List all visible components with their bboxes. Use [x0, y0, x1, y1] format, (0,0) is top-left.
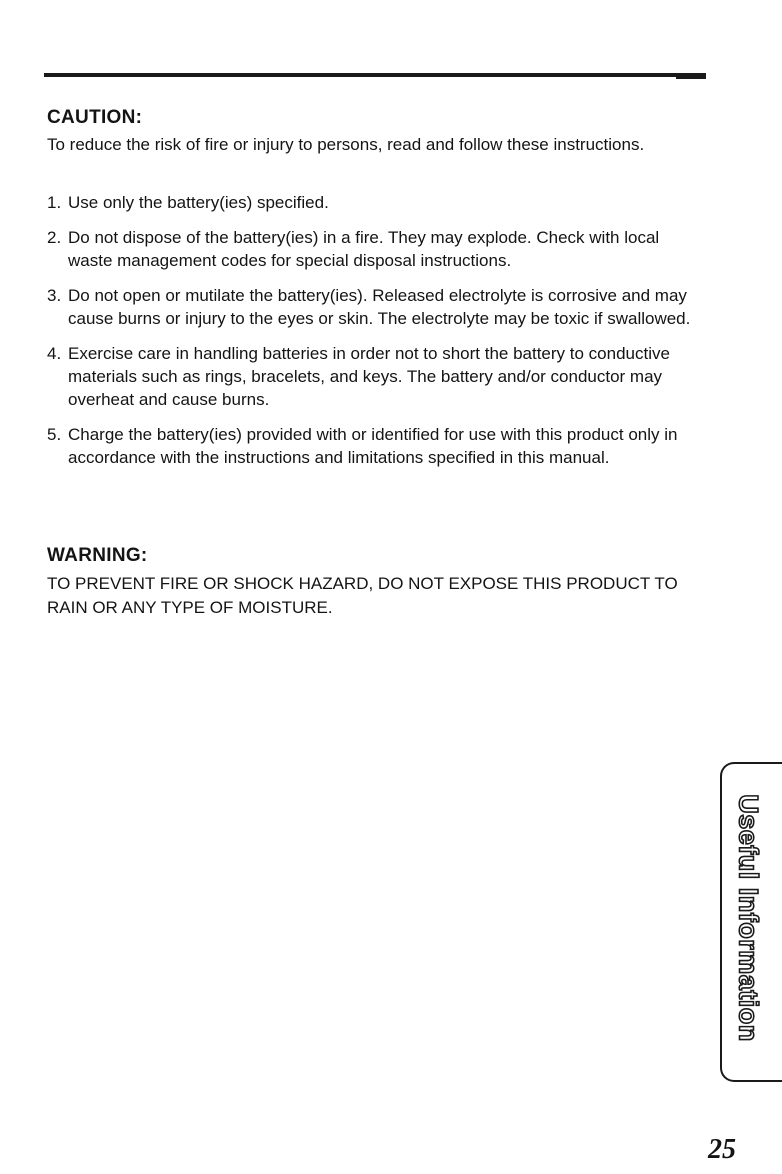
list-item — [47, 342, 697, 411]
list-item-number: 1. — [47, 193, 62, 212]
list-item-number: 2. — [47, 228, 62, 247]
page-number: 25 — [708, 1134, 736, 1165]
list-item — [47, 423, 697, 469]
list-item-text: Do not open or mutilate the battery(ies). Released electrolyte is corrosive and may cause burns or injury to the eyes or skin. The electrolyte may be toxic if swallowed. — [68, 286, 691, 328]
caution-heading: CAUTION: — [47, 107, 143, 128]
list-item-number: 5. — [47, 425, 62, 444]
list-item — [47, 284, 697, 330]
list-item-text: Do not dispose of the battery(ies) in a fire. They may explode. Check with local waste management codes for special disposal instructions. — [68, 228, 660, 270]
list-item — [47, 226, 697, 272]
warning-text: TO PREVENT FIRE OR SHOCK HAZARD, DO NOT EXPOSE THIS PRODUCT TO RAIN OR ANY TYPE OF MOISTURE. — [47, 574, 678, 617]
list-item — [47, 191, 697, 214]
list-item-number: 3. — [47, 286, 62, 305]
list-item-text: Exercise care in handling batteries in order not to short the battery to conductive materials such as rings, bracelets, and keys. The battery and/or conductor may overheat and cause burns. — [68, 344, 670, 409]
warning-heading: WARNING: — [47, 545, 148, 566]
list-item-text: Charge the battery(ies) provided with or identified for use with this product only in accordance with the instructions and limitations specified in this manual. — [68, 425, 678, 467]
list-item-number: 4. — [47, 344, 62, 363]
top-rule — [44, 73, 706, 77]
section-tab-label: Useful Information — [733, 794, 764, 1042]
list-item-text: Use only the battery(ies) specified. — [68, 193, 329, 212]
caution-intro: To reduce the risk of fire or injury to persons, read and follow these instructions. — [47, 135, 645, 154]
instruction-list — [47, 191, 697, 481]
